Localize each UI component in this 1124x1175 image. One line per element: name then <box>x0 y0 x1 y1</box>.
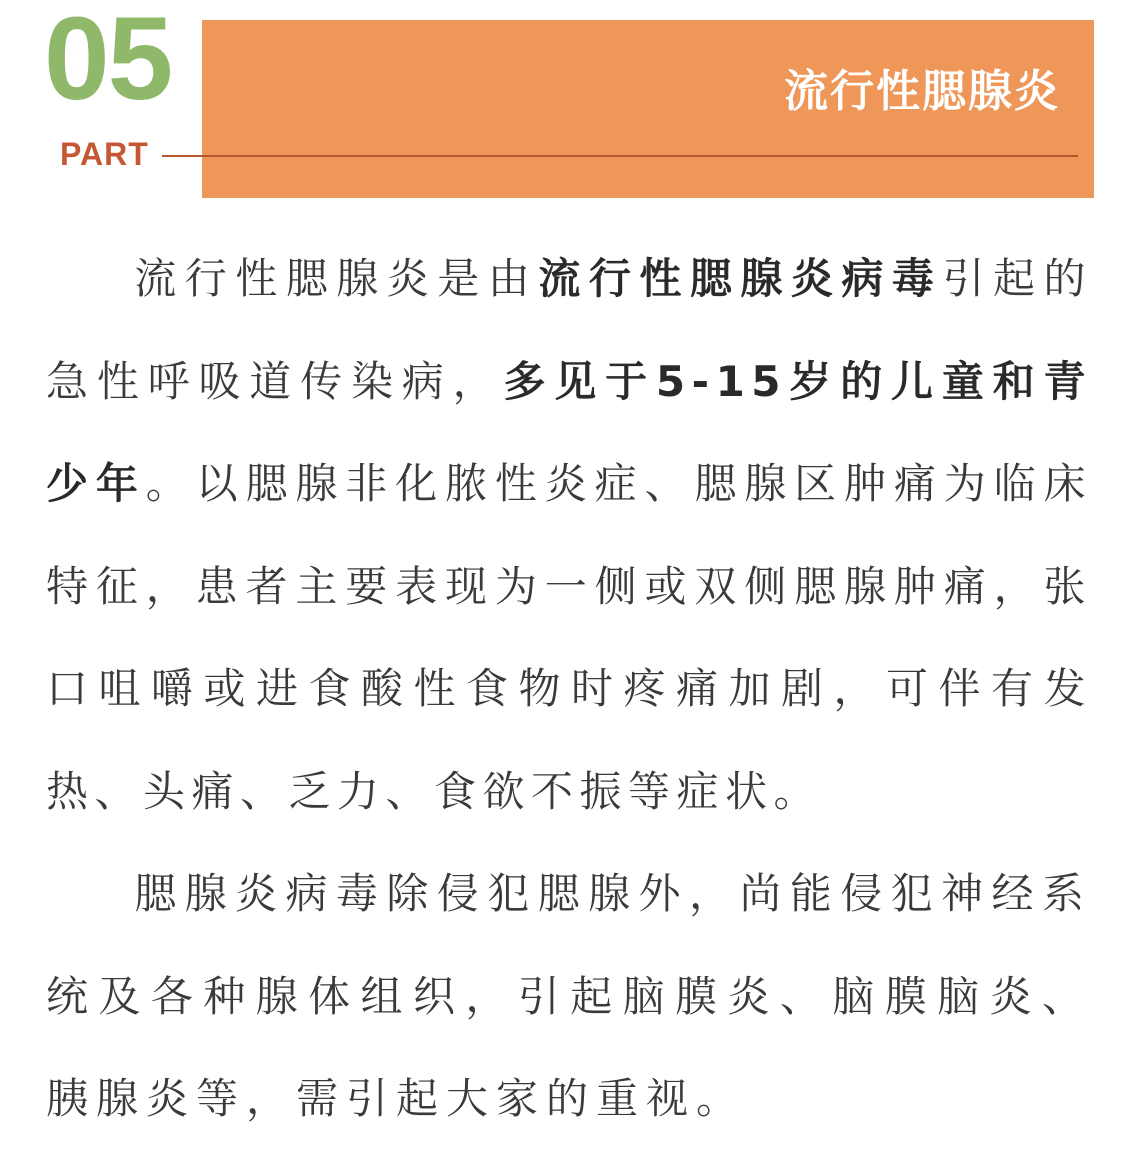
paragraph-complications: 腮腺炎病毒除侵犯腮腺外，尚能侵犯神经系统及各种腺体组织，引起脑膜炎、脑膜脑炎、胰腺炎等，需引起大家的重视。 <box>46 869 1092 1123</box>
part-label: PART <box>60 136 149 172</box>
header-banner <box>202 20 1094 198</box>
article-body <box>46 228 1092 1151</box>
paragraph-intro <box>46 228 1092 843</box>
part-divider-line <box>162 155 1078 157</box>
part-number: 05 <box>44 0 172 125</box>
text-segment: 流行性腮腺炎是由 <box>134 254 539 303</box>
highlight-age-group: 多见于5-15岁的儿童和青少年 <box>46 356 1092 508</box>
text-segment: 。以腮腺非化脓性炎症、腮腺区肿痛为临床特征，患者主要表现为一侧或双侧腮腺肿痛，张口咀嚼或进食酸性食物时疼痛加剧，可伴有发热、头痛、乏力、食欲不振等症状。 <box>46 459 1092 816</box>
highlight-virus-name: 流行性腮腺炎病毒 <box>538 254 943 303</box>
text-segment: 引起的急性呼吸道传染病， <box>46 254 1092 406</box>
section-title: 流行性腮腺炎 <box>784 66 1060 117</box>
